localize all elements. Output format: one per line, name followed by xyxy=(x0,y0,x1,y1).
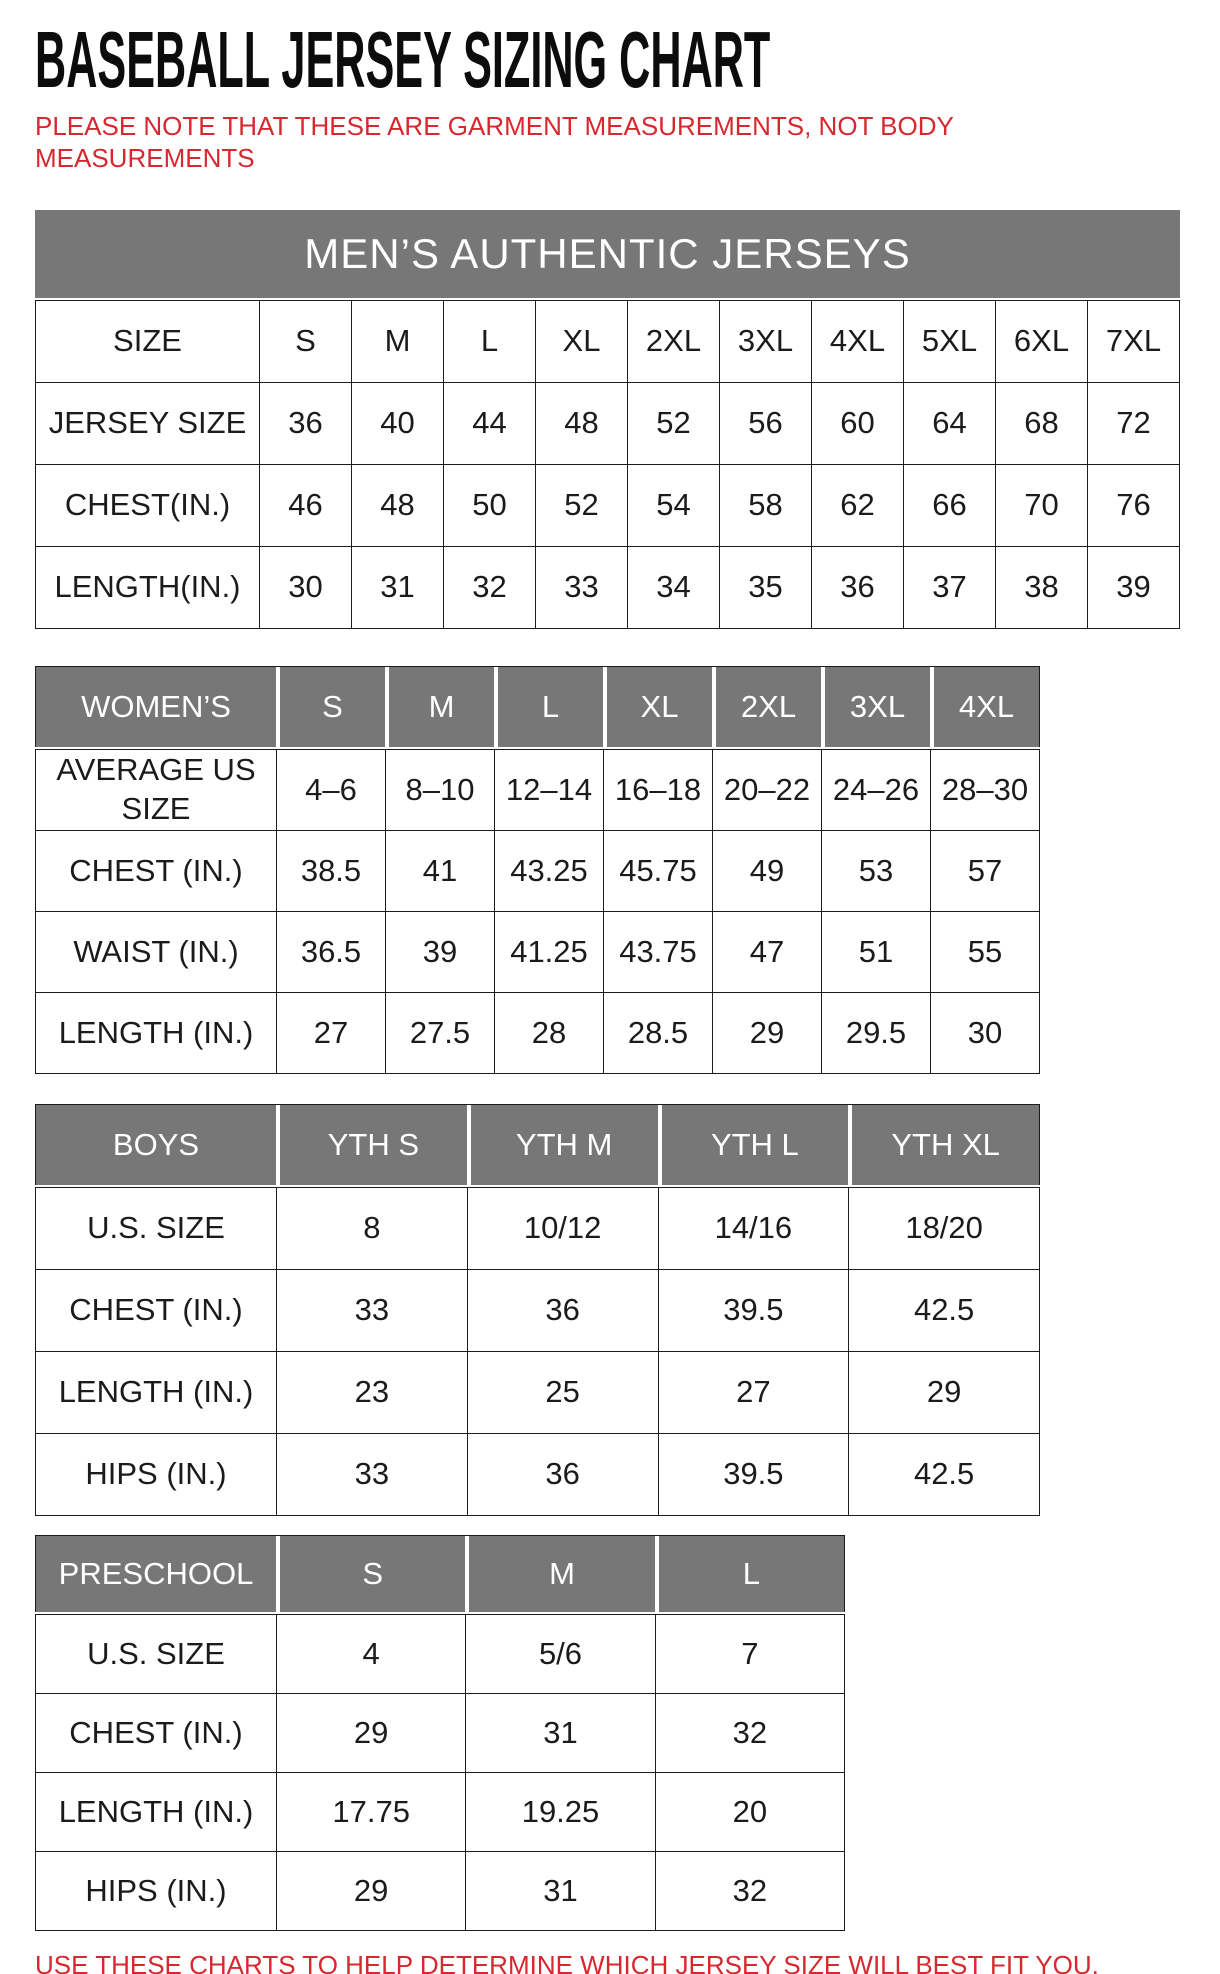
row-label: U.S. SIZE xyxy=(36,1615,276,1693)
cell: 29 xyxy=(713,993,821,1073)
cell: 31 xyxy=(466,1852,654,1930)
cell: 27 xyxy=(659,1352,849,1433)
cell: 33 xyxy=(277,1270,467,1351)
cell: 30 xyxy=(260,547,351,628)
cell: 51 xyxy=(822,912,930,992)
header-label-cell: PRESCHOOL xyxy=(36,1536,276,1612)
cell: 33 xyxy=(277,1434,467,1515)
cell: S xyxy=(260,301,351,382)
row-label: CHEST (IN.) xyxy=(36,831,276,911)
cell: 52 xyxy=(536,465,627,546)
cell: 70 xyxy=(996,465,1087,546)
cell: 8 xyxy=(277,1188,467,1269)
row-label: JERSEY SIZE xyxy=(36,383,259,464)
row-label: CHEST(IN.) xyxy=(36,465,259,546)
cell: 29 xyxy=(277,1852,465,1930)
cell: 48 xyxy=(536,383,627,464)
header-size-cell: S xyxy=(280,667,385,747)
cell: 36.5 xyxy=(277,912,385,992)
cell: 18/20 xyxy=(849,1188,1039,1269)
mens-table-grid xyxy=(35,300,1180,629)
cell: 35 xyxy=(720,547,811,628)
header-size-cell: 3XL xyxy=(825,667,930,747)
cell: 52 xyxy=(628,383,719,464)
cell: 29 xyxy=(277,1694,465,1772)
cell: 34 xyxy=(628,547,719,628)
womens-table xyxy=(35,666,1040,1074)
cell: 16–18 xyxy=(604,750,712,830)
row-label: HIPS (IN.) xyxy=(36,1852,276,1930)
cell: M xyxy=(352,301,443,382)
cell: 50 xyxy=(444,465,535,546)
cell: 20–22 xyxy=(713,750,821,830)
cell: 38 xyxy=(996,547,1087,628)
cell: 41 xyxy=(386,831,494,911)
cell: 36 xyxy=(260,383,351,464)
cell: 49 xyxy=(713,831,821,911)
cell: 17.75 xyxy=(277,1773,465,1851)
header-label-cell: WOMEN’S xyxy=(36,667,276,747)
cell: 27 xyxy=(277,993,385,1073)
cell: 39 xyxy=(1088,547,1179,628)
preschool-table xyxy=(35,1535,845,1931)
cell: 24–26 xyxy=(822,750,930,830)
cell: 42.5 xyxy=(849,1270,1039,1351)
cell: 25 xyxy=(468,1352,658,1433)
cell: 76 xyxy=(1088,465,1179,546)
cell: 58 xyxy=(720,465,811,546)
cell: 5/6 xyxy=(466,1615,654,1693)
cell: 28 xyxy=(495,993,603,1073)
cell: 20 xyxy=(656,1773,844,1851)
cell: 36 xyxy=(812,547,903,628)
cell: 5XL xyxy=(904,301,995,382)
cell: 33 xyxy=(536,547,627,628)
cell: 56 xyxy=(720,383,811,464)
mens-table-banner: MEN’S AUTHENTIC JERSEYS xyxy=(35,210,1180,298)
cell: 36 xyxy=(468,1270,658,1351)
cell: 32 xyxy=(656,1852,844,1930)
cell: 47 xyxy=(713,912,821,992)
row-label: LENGTH(IN.) xyxy=(36,547,259,628)
row-label: LENGTH (IN.) xyxy=(36,1773,276,1851)
cell: 41.25 xyxy=(495,912,603,992)
cell: 57 xyxy=(931,831,1039,911)
cell: 7 xyxy=(656,1615,844,1693)
header-label-cell: BOYS xyxy=(36,1105,276,1185)
cell: 27.5 xyxy=(386,993,494,1073)
row-label: HIPS (IN.) xyxy=(36,1434,276,1515)
cell: 53 xyxy=(822,831,930,911)
cell: L xyxy=(444,301,535,382)
cell: 43.25 xyxy=(495,831,603,911)
header-size-cell: L xyxy=(498,667,603,747)
cell: 42.5 xyxy=(849,1434,1039,1515)
cell: 54 xyxy=(628,465,719,546)
womens-table-grid xyxy=(35,749,1040,1074)
header-size-cell: 2XL xyxy=(716,667,821,747)
cell: 43.75 xyxy=(604,912,712,992)
cell: 7XL xyxy=(1088,301,1179,382)
cell: 14/16 xyxy=(659,1188,849,1269)
cell: 48 xyxy=(352,465,443,546)
cell: 62 xyxy=(812,465,903,546)
header-size-cell: 4XL xyxy=(934,667,1039,747)
cell: 28.5 xyxy=(604,993,712,1073)
preschool-table-header xyxy=(35,1535,845,1612)
header-size-cell: M xyxy=(389,667,494,747)
cell: 66 xyxy=(904,465,995,546)
preschool-table-grid xyxy=(35,1614,845,1931)
row-label: U.S. SIZE xyxy=(36,1188,276,1269)
cell: 10/12 xyxy=(468,1188,658,1269)
cell: XL xyxy=(536,301,627,382)
cell: 55 xyxy=(931,912,1039,992)
mens-authentic-jerseys-table xyxy=(35,210,1180,629)
cell: 29.5 xyxy=(822,993,930,1073)
cell: 39.5 xyxy=(659,1434,849,1515)
header-size-cell: YTH L xyxy=(662,1105,849,1185)
header-size-cell: YTH S xyxy=(280,1105,467,1185)
cell: 31 xyxy=(466,1694,654,1772)
row-label: CHEST (IN.) xyxy=(36,1270,276,1351)
header-size-cell: L xyxy=(659,1536,844,1612)
best-fit-note: USE THESE CHARTS TO HELP DETERMINE WHICH JERSEY SIZE WILL BEST FIT YOU. xyxy=(35,1950,1099,1974)
row-label: AVERAGE US SIZE xyxy=(36,750,276,830)
cell: 6XL xyxy=(996,301,1087,382)
cell: 29 xyxy=(849,1352,1039,1433)
cell: 4–6 xyxy=(277,750,385,830)
cell: 32 xyxy=(656,1694,844,1772)
cell: 3XL xyxy=(720,301,811,382)
cell: 8–10 xyxy=(386,750,494,830)
header-size-cell: YTH M xyxy=(471,1105,658,1185)
cell: 23 xyxy=(277,1352,467,1433)
cell: 38.5 xyxy=(277,831,385,911)
cell: 36 xyxy=(468,1434,658,1515)
cell: 39.5 xyxy=(659,1270,849,1351)
row-label: CHEST (IN.) xyxy=(36,1694,276,1772)
cell: 30 xyxy=(931,993,1039,1073)
cell: 46 xyxy=(260,465,351,546)
boys-table-grid xyxy=(35,1187,1040,1516)
boys-table-header xyxy=(35,1104,1040,1185)
header-size-cell: YTH XL xyxy=(852,1105,1039,1185)
cell: 39 xyxy=(386,912,494,992)
header-size-cell: XL xyxy=(607,667,712,747)
row-label: WAIST (IN.) xyxy=(36,912,276,992)
cell: 4 xyxy=(277,1615,465,1693)
cell: 12–14 xyxy=(495,750,603,830)
page-title: BASEBALL JERSEY SIZING CHART xyxy=(35,15,771,104)
cell: 40 xyxy=(352,383,443,464)
header-size-cell: M xyxy=(469,1536,654,1612)
cell: 32 xyxy=(444,547,535,628)
cell: 72 xyxy=(1088,383,1179,464)
row-label: LENGTH (IN.) xyxy=(36,993,276,1073)
cell: 45.75 xyxy=(604,831,712,911)
row-label: SIZE xyxy=(36,301,259,382)
boys-table xyxy=(35,1104,1040,1516)
cell: 4XL xyxy=(812,301,903,382)
garment-measurements-note: PLEASE NOTE THAT THESE ARE GARMENT MEASUREMENTS, NOT BODY MEASUREMENTS xyxy=(35,111,954,173)
header-size-cell: S xyxy=(280,1536,465,1612)
cell: 60 xyxy=(812,383,903,464)
cell: 64 xyxy=(904,383,995,464)
row-label: LENGTH (IN.) xyxy=(36,1352,276,1433)
cell: 2XL xyxy=(628,301,719,382)
cell: 68 xyxy=(996,383,1087,464)
cell: 19.25 xyxy=(466,1773,654,1851)
cell: 28–30 xyxy=(931,750,1039,830)
cell: 44 xyxy=(444,383,535,464)
cell: 37 xyxy=(904,547,995,628)
cell: 31 xyxy=(352,547,443,628)
womens-table-header xyxy=(35,666,1040,747)
